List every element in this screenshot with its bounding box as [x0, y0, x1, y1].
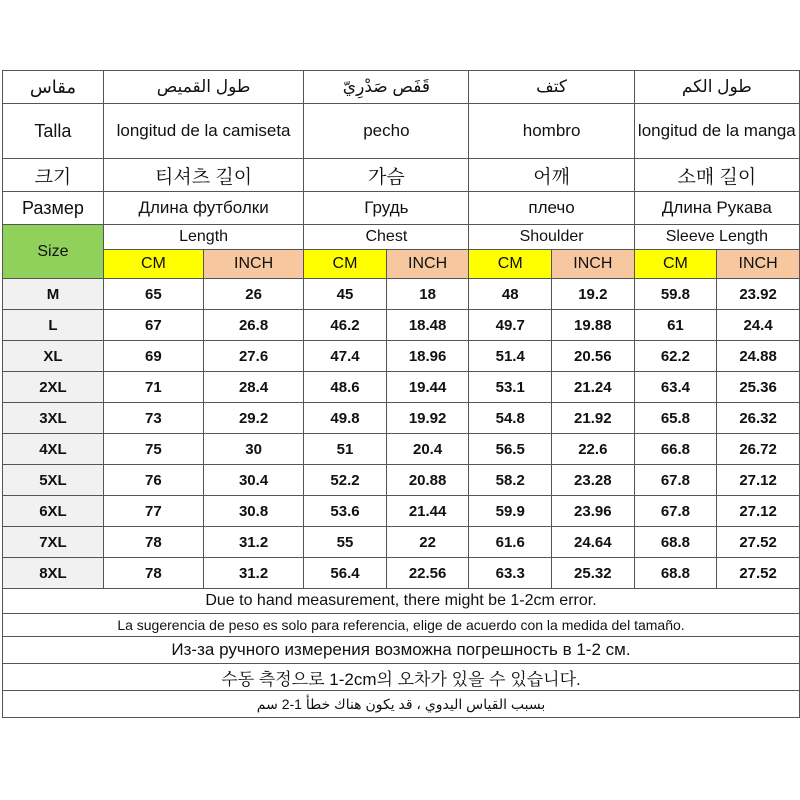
table-row: [3, 403, 800, 434]
value-cell: 49.7: [469, 310, 551, 341]
value-cell: 67: [103, 310, 203, 341]
size-cell: 6XL: [3, 496, 104, 527]
value-cell: 24.88: [717, 341, 800, 372]
table-row: [3, 372, 800, 403]
value-cell: 21.92: [551, 403, 634, 434]
header-row-ar: [3, 71, 800, 104]
value-cell: 61.6: [469, 527, 551, 558]
value-cell: 59.8: [634, 279, 716, 310]
measure-header-ar: كتف: [469, 71, 634, 104]
value-cell: 45: [304, 279, 386, 310]
note-row-ar: [3, 691, 800, 718]
value-cell: 25.36: [717, 372, 800, 403]
value-cell: 19.44: [386, 372, 469, 403]
unit-inch: INCH: [386, 250, 469, 279]
table-row: [3, 465, 800, 496]
table-row: [3, 496, 800, 527]
value-cell: 63.3: [469, 558, 551, 589]
table-row: [3, 434, 800, 465]
group-header: Shoulder: [469, 225, 634, 250]
value-cell: 27.12: [717, 465, 800, 496]
note-ar: بسبب القياس اليدوي ، قد يكون هناك خطأ 1-2 سم: [3, 691, 800, 718]
value-cell: 48: [469, 279, 551, 310]
value-cell: 22.6: [551, 434, 634, 465]
value-cell: 21.44: [386, 496, 469, 527]
value-cell: 24.64: [551, 527, 634, 558]
unit-row: [3, 250, 800, 279]
size-header-es: Talla: [3, 104, 104, 159]
measure-header-ru: Длина Рукава: [634, 192, 799, 225]
value-cell: 25.32: [551, 558, 634, 589]
value-cell: 20.4: [386, 434, 469, 465]
measure-header-ko: 어깨: [469, 159, 634, 192]
value-cell: 18: [386, 279, 469, 310]
measure-header-es: hombro: [469, 104, 634, 159]
value-cell: 31.2: [203, 558, 303, 589]
unit-cm: CM: [469, 250, 551, 279]
measure-header-ar: قَفَص صَدْرِيّ: [304, 71, 469, 104]
size-cell: XL: [3, 341, 104, 372]
value-cell: 22.56: [386, 558, 469, 589]
size-header-ar: مقاس: [3, 71, 104, 104]
value-cell: 59.9: [469, 496, 551, 527]
value-cell: 53.6: [304, 496, 386, 527]
value-cell: 65.8: [634, 403, 716, 434]
unit-cm: CM: [103, 250, 203, 279]
value-cell: 21.24: [551, 372, 634, 403]
measure-header-ko: 가슴: [304, 159, 469, 192]
unit-inch: INCH: [203, 250, 303, 279]
value-cell: 30.8: [203, 496, 303, 527]
size-column-header: Size: [3, 225, 104, 279]
size-cell: 5XL: [3, 465, 104, 496]
table-row: [3, 527, 800, 558]
value-cell: 51.4: [469, 341, 551, 372]
value-cell: 68.8: [634, 558, 716, 589]
note-row-ko: [3, 664, 800, 691]
value-cell: 26.8: [203, 310, 303, 341]
value-cell: 48.6: [304, 372, 386, 403]
value-cell: 19.92: [386, 403, 469, 434]
value-cell: 18.48: [386, 310, 469, 341]
header-row-es: [3, 104, 800, 159]
size-cell: 3XL: [3, 403, 104, 434]
value-cell: 71: [103, 372, 203, 403]
value-cell: 23.28: [551, 465, 634, 496]
value-cell: 24.4: [717, 310, 800, 341]
size-chart: [2, 70, 800, 718]
header-row-ko: [3, 159, 800, 192]
value-cell: 30: [203, 434, 303, 465]
value-cell: 76: [103, 465, 203, 496]
value-cell: 58.2: [469, 465, 551, 496]
value-cell: 67.8: [634, 465, 716, 496]
measure-header-ar: طول القميص: [103, 71, 303, 104]
measure-header-ar: طول الكم: [634, 71, 799, 104]
value-cell: 61: [634, 310, 716, 341]
measure-header-ru: Длина футболки: [103, 192, 303, 225]
value-cell: 23.96: [551, 496, 634, 527]
note-es: La sugerencia de peso es solo para referencia, elige de acuerdo con la medida del tamaño.: [3, 614, 800, 637]
value-cell: 19.88: [551, 310, 634, 341]
measure-header-ru: Грудь: [304, 192, 469, 225]
size-cell: 2XL: [3, 372, 104, 403]
note-row-es: [3, 614, 800, 637]
group-header: Length: [103, 225, 303, 250]
value-cell: 20.56: [551, 341, 634, 372]
table-row: [3, 558, 800, 589]
value-cell: 20.88: [386, 465, 469, 496]
table-row: [3, 310, 800, 341]
value-cell: 27.12: [717, 496, 800, 527]
size-chart-table: [2, 70, 800, 718]
value-cell: 26: [203, 279, 303, 310]
value-cell: 55: [304, 527, 386, 558]
unit-inch: INCH: [717, 250, 800, 279]
value-cell: 73: [103, 403, 203, 434]
measure-header-es: pecho: [304, 104, 469, 159]
measure-header-ko: 소매 길이: [634, 159, 799, 192]
unit-inch: INCH: [551, 250, 634, 279]
size-cell: L: [3, 310, 104, 341]
value-cell: 26.72: [717, 434, 800, 465]
value-cell: 27.6: [203, 341, 303, 372]
value-cell: 69: [103, 341, 203, 372]
value-cell: 68.8: [634, 527, 716, 558]
size-cell: 8XL: [3, 558, 104, 589]
value-cell: 27.52: [717, 558, 800, 589]
value-cell: 49.8: [304, 403, 386, 434]
value-cell: 22: [386, 527, 469, 558]
value-cell: 26.32: [717, 403, 800, 434]
note-row-ru: [3, 637, 800, 664]
value-cell: 19.2: [551, 279, 634, 310]
value-cell: 65: [103, 279, 203, 310]
value-cell: 75: [103, 434, 203, 465]
value-cell: 67.8: [634, 496, 716, 527]
table-row: [3, 341, 800, 372]
size-header-ko: 크기: [3, 159, 104, 192]
measure-header-es: longitud de la manga: [634, 104, 799, 159]
header-row-ru: [3, 192, 800, 225]
value-cell: 31.2: [203, 527, 303, 558]
value-cell: 23.92: [717, 279, 800, 310]
note-en: Due to hand measurement, there might be 1-2cm error.: [3, 589, 800, 614]
value-cell: 77: [103, 496, 203, 527]
value-cell: 54.8: [469, 403, 551, 434]
note-row-en: [3, 589, 800, 614]
value-cell: 78: [103, 558, 203, 589]
value-cell: 52.2: [304, 465, 386, 496]
measure-header-es: longitud de la camiseta: [103, 104, 303, 159]
note-ru: Из-за ручного измерения возможна погрешность в 1-2 см.: [3, 637, 800, 664]
value-cell: 29.2: [203, 403, 303, 434]
value-cell: 56.4: [304, 558, 386, 589]
value-cell: 30.4: [203, 465, 303, 496]
value-cell: 66.8: [634, 434, 716, 465]
value-cell: 47.4: [304, 341, 386, 372]
table-row: [3, 279, 800, 310]
value-cell: 27.52: [717, 527, 800, 558]
unit-cm: CM: [634, 250, 716, 279]
group-header: Sleeve Length: [634, 225, 799, 250]
value-cell: 78: [103, 527, 203, 558]
group-header: Chest: [304, 225, 469, 250]
value-cell: 18.96: [386, 341, 469, 372]
value-cell: 63.4: [634, 372, 716, 403]
value-cell: 62.2: [634, 341, 716, 372]
unit-cm: CM: [304, 250, 386, 279]
value-cell: 53.1: [469, 372, 551, 403]
measure-header-ko: 티셔츠 길이: [103, 159, 303, 192]
measure-header-ru: плечо: [469, 192, 634, 225]
group-header-row: [3, 225, 800, 250]
note-ko: 수동 측정으로 1-2cm의 오차가 있을 수 있습니다.: [3, 664, 800, 691]
value-cell: 51: [304, 434, 386, 465]
size-cell: M: [3, 279, 104, 310]
value-cell: 56.5: [469, 434, 551, 465]
value-cell: 46.2: [304, 310, 386, 341]
value-cell: 28.4: [203, 372, 303, 403]
size-cell: 7XL: [3, 527, 104, 558]
size-header-ru: Размер: [3, 192, 104, 225]
size-cell: 4XL: [3, 434, 104, 465]
